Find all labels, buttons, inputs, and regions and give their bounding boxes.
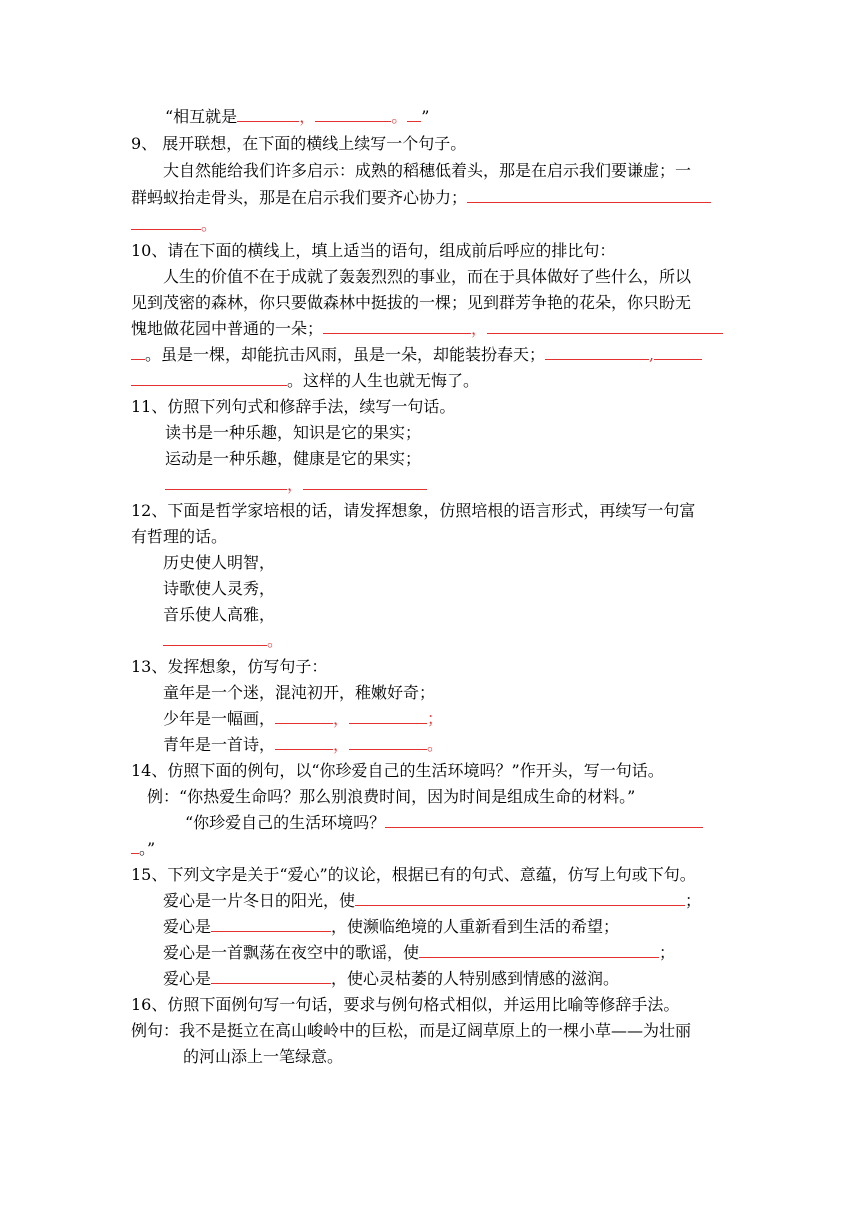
q11-comma: ，: [287, 475, 304, 494]
q14-end-row: [131, 838, 155, 860]
q14-example: 例：“你热爱生命吗？那么别浪费时间，因为时间是组成生命的材料。”: [147, 787, 636, 806]
q15-l1: 爱心是一片冬日的阳光，使: [163, 891, 356, 910]
q12-ex3: 音乐使人高雅，: [163, 605, 276, 624]
q10-blank-2[interactable]: [487, 319, 723, 334]
q10-line1: 人生的价值不在于成就了轰轰烈烈的事业，而在于具体做好了些什么，所以: [163, 267, 692, 286]
q13-comma-1: ，: [333, 709, 350, 728]
q15-blank-4[interactable]: [211, 969, 331, 984]
q14-title: 14、仿照下面的例句，以“你珍爱自己的生活环境吗？”作开头，写一句话。: [131, 761, 664, 780]
q14-start: “你珍爱自己的生活环境吗？: [185, 813, 386, 832]
q10-comma2: ,: [649, 345, 655, 364]
q10-comma: ，: [471, 319, 488, 338]
q13-blank-1[interactable]: [275, 709, 333, 724]
q8-blank-3[interactable]: [407, 107, 421, 122]
q10-line5: 。这样的人生也就无悔了。: [287, 371, 480, 390]
q10-blank-6[interactable]: [131, 371, 287, 386]
q12-answer-row: [163, 630, 283, 652]
q15-title: 15、下列文字是关于“爱心”的议论，根据已有的句式、意蕴，仿写上句或下句。: [131, 865, 696, 884]
q15-semi-1: ；: [685, 891, 702, 910]
q11-answer-row: [165, 474, 427, 496]
q15-line3-row: [163, 942, 675, 964]
q8-close: ”: [421, 107, 430, 126]
q9-title: 9、 展开联想，在下面的横线上续写一个句子。: [131, 134, 467, 153]
q16-ex1: 例句：我不是挺立在高山峻岭中的巨松，而是辽阔草原上的一棵小草——为壮丽: [131, 1021, 692, 1040]
q13-title: 13、发挥想象，仿写句子：: [131, 657, 328, 676]
q16-title: 16、仿照下面例句写一句话，要求与例句格式相似，并运用比喻等修辞手法。: [131, 995, 680, 1014]
q14-blank-2[interactable]: [131, 839, 139, 854]
q9-blank-1[interactable]: [467, 188, 711, 203]
q15-l4b: ，使心灵枯萎的人特别感到情感的滋润。: [331, 969, 620, 988]
q13-comma-2: ，: [333, 735, 350, 754]
q9-line2: 群蚂蚁抬走骨头，那是在启示我们要齐心协力；: [131, 188, 468, 207]
q8-line: [165, 106, 429, 128]
q13-blank-4[interactable]: [349, 735, 427, 750]
q15-l4a: 爱心是: [163, 969, 212, 988]
q10-blank-5[interactable]: [654, 345, 702, 360]
q9-line1: 大自然能给我们许多启示：成熟的稻穗低着头，那是在启示我们要谦虚；一: [163, 161, 692, 180]
q13-blank-3[interactable]: [275, 735, 333, 750]
q13-line2-row: [163, 708, 443, 730]
q8-blank-2[interactable]: [315, 107, 391, 122]
q10-line4-row: [131, 344, 702, 366]
q15-line4-row: [163, 968, 619, 990]
q13-l2: 少年是一幅画，: [163, 709, 276, 728]
q15-blank-2[interactable]: [211, 917, 331, 932]
q11-ex1: 读书是一种乐趣，知识是它的果实；: [165, 423, 422, 442]
q12-ex1: 历史使人明智，: [163, 553, 276, 572]
q13-line3-row: [163, 734, 443, 756]
q12-title2: 有哲理的话。: [131, 527, 228, 546]
q10-line5-row: [131, 370, 479, 392]
q15-line2-row: [163, 916, 619, 938]
q10-line3-row: [131, 318, 723, 340]
q12-end: 。: [267, 631, 284, 650]
q14-blank-1[interactable]: [385, 813, 703, 828]
q12-ex2: 诗歌使人灵秀，: [163, 579, 276, 598]
q13-semi: ；: [427, 709, 444, 728]
q8-prefix: “相互就是: [165, 107, 238, 126]
q11-title: 11、仿照下列句式和修辞手法，续写一句话。: [131, 397, 456, 416]
q13-ex1: 童年是一个迷，混沌初开，稚嫩好奇；: [163, 683, 436, 702]
q9-end: 。: [201, 215, 218, 234]
q9-line2-row: [131, 187, 711, 209]
q10-blank-4[interactable]: [545, 345, 649, 360]
q14-start-row: [185, 812, 703, 834]
q10-line3: 愧地做花园中普通的一朵；: [131, 319, 324, 338]
q8-comma: ，: [299, 107, 316, 126]
q10-blank-1[interactable]: [323, 319, 471, 334]
q10-title: 10、请在下面的横线上，填上适当的语句，组成前后呼应的排比句：: [131, 241, 616, 260]
q11-blank-1[interactable]: [165, 475, 287, 490]
q8-end: 。: [391, 107, 408, 126]
q15-l2a: 爱心是: [163, 917, 212, 936]
q9-line3-row: [131, 214, 217, 236]
q15-l2b: ，使濒临绝境的人重新看到生活的希望；: [331, 917, 620, 936]
q10-line4: 。虽是一棵，却能抗击风雨，虽是一朵，却能装扮春天；: [145, 345, 546, 364]
q14-end: 。”: [139, 839, 156, 858]
q15-line1-row: [163, 890, 701, 912]
q13-l3: 青年是一首诗，: [163, 735, 276, 754]
q16-ex2: 的河山添上一笔绿意。: [183, 1047, 344, 1066]
q15-blank-1[interactable]: [355, 891, 685, 906]
q11-ex2: 运动是一种乐趣，健康是它的果实；: [165, 449, 422, 468]
q12-blank-1[interactable]: [163, 631, 267, 646]
q8-blank-1[interactable]: [237, 107, 299, 122]
q15-semi-2: ；: [659, 943, 676, 962]
q13-end: 。: [427, 735, 444, 754]
q10-blank-3[interactable]: [131, 345, 145, 360]
q15-blank-3[interactable]: [419, 943, 659, 958]
q10-line2: 见到茂密的森林，你只要做森林中挺拔的一棵；见到群芳争艳的花朵，你只盼无: [131, 293, 692, 312]
q9-blank-2[interactable]: [131, 215, 201, 230]
q12-title1: 12、下面是哲学家培根的话，请发挥想象，仿照培根的语言形式，再续写一句富: [131, 501, 696, 520]
q15-l3: 爱心是一首飘荡在夜空中的歌谣，使: [163, 943, 420, 962]
q11-blank-2[interactable]: [303, 475, 427, 490]
q13-blank-2[interactable]: [349, 709, 427, 724]
